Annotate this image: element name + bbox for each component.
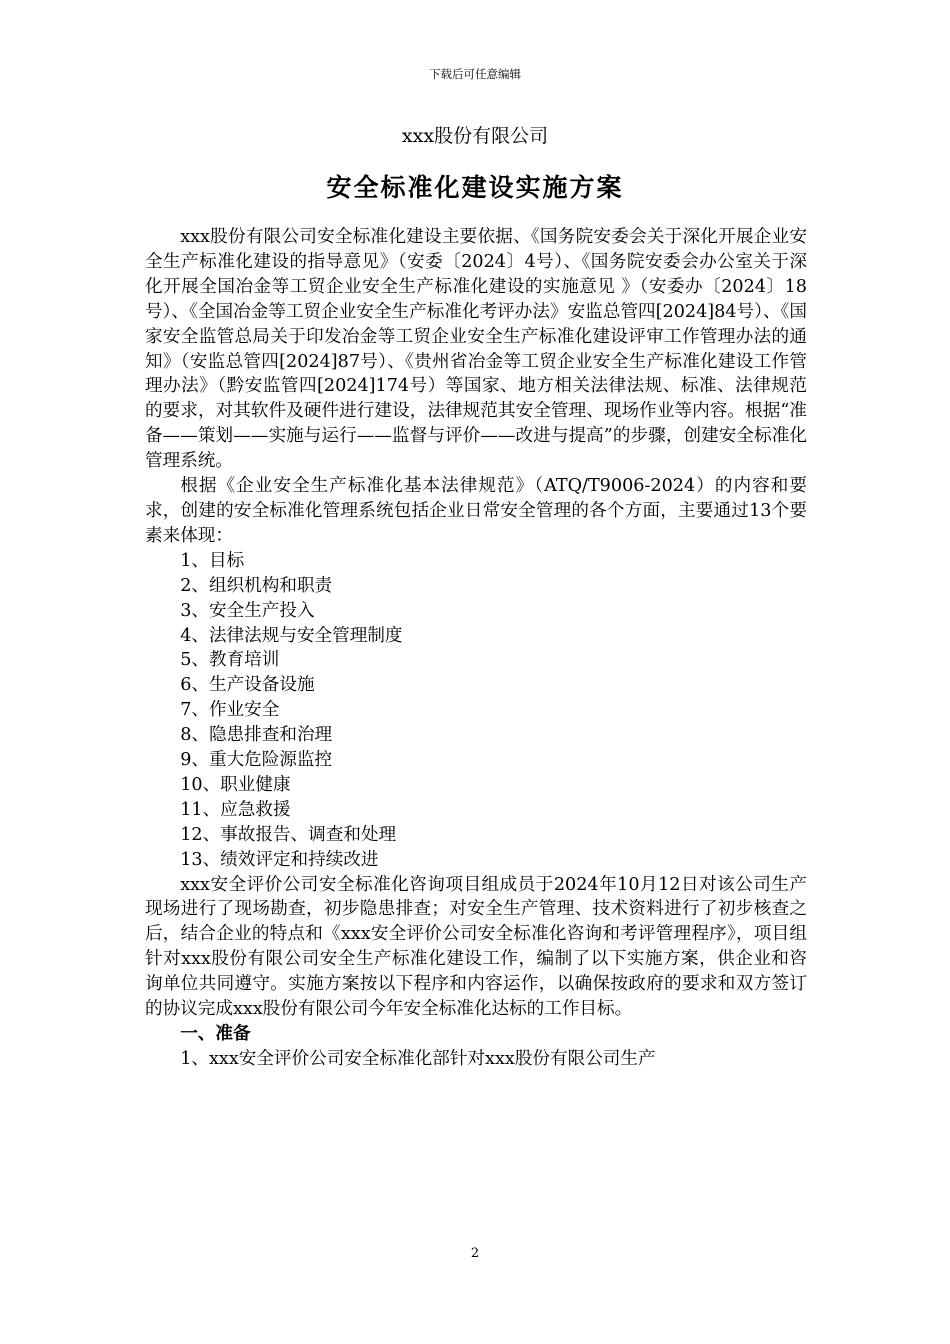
list-item: 13、绩效评定和持续改进	[180, 849, 379, 870]
list-item: 10、职业健康	[180, 774, 291, 795]
list-item: 4、法律法规与安全管理制度	[180, 625, 403, 646]
elements-list	[145, 549, 807, 873]
section-heading: 一、准备	[180, 1024, 251, 1044]
list-item: 11、应急救援	[180, 799, 291, 820]
list-item: 9、重大危险源监控	[180, 750, 333, 771]
list-item: 8、隐患排查和治理	[180, 725, 333, 746]
document-body	[145, 225, 807, 1072]
paragraph-elements-intro: 根据《企业安全生产标准化基本法律规范》（ATQ/T9006-2024）的内容和要求，创建的安全标准化管理系统包括企业日常安全管理的各个方面，主要通过13个要素来体现：	[145, 476, 807, 546]
page-number: 2	[470, 1246, 480, 1261]
paragraph-basis: xxx股份有限公司安全标准化建设主要依据、《国务院安委会关于深化开展企业安全生产标准化建设的指导意见》（安委〔2024〕4号）、《国务院安委会办公室关于深化开展全国冶金等工贸企业安全生产标准化建设的实施意见 》（安委办〔2024〕18号）、《全国冶金等工贸企业安全生产标准化考评办法》安监总管四[2024]84号）、《国家安全监管总局关于印发冶金等工贸企业安全生产标准化建设评审工作管理办法的通知》（安监总管四[2024]87号）、《贵州省冶金等工贸企业安全生产标准化建设工作管理办法》（黔安监管四[2024]174号）等国家、地方相关法律法规、标准、法律规范的要求，对其软件及硬件进行建设，法律规范其安全管理、现场作业等内容。根据“准备——策划——实施与运行——监督与评价——改进与提高”的步骤，创建安全标准化管理系统。	[145, 227, 807, 472]
header-note: 下载后可任意编辑	[429, 67, 521, 81]
document-title: 安全标准化建设实施方案	[326, 173, 624, 202]
list-item: 6、生产设备设施	[180, 675, 315, 696]
list-item: 5、教育培训	[180, 650, 280, 671]
list-item: 7、作业安全	[180, 700, 280, 721]
list-item: 2、组织机构和职责	[180, 575, 333, 596]
company-name: xxx股份有限公司	[401, 125, 549, 147]
list-item: 3、安全生产投入	[180, 600, 315, 621]
list-item: 1、目标	[180, 550, 245, 571]
list-item: 12、事故报告、调查和处理	[180, 824, 397, 845]
paragraph-plan: xxx安全评价公司安全标准化咨询项目组成员于2024年10月12日对该公司生产现场进行了现场勘查，初步隐患排查；对安全生产管理、技术资料进行了初步核查之后，结合企业的特点和《xxx安全评价公司安全标准化咨询和考评管理程序》，项目组针对xxx股份有限公司安全生产标准化建设工作，编制了以下实施方案，供企业和咨询单位共同遵守。实施方案按以下程序和内容运作，以确保按政府的要求和双方签订的协议完成xxx股份有限公司今年安全标准化达标的工作目标。	[145, 874, 807, 1020]
paragraph-last-line: 1、xxx安全评价公司安全标准化部针对xxx股份有限公司生产	[180, 1048, 656, 1069]
